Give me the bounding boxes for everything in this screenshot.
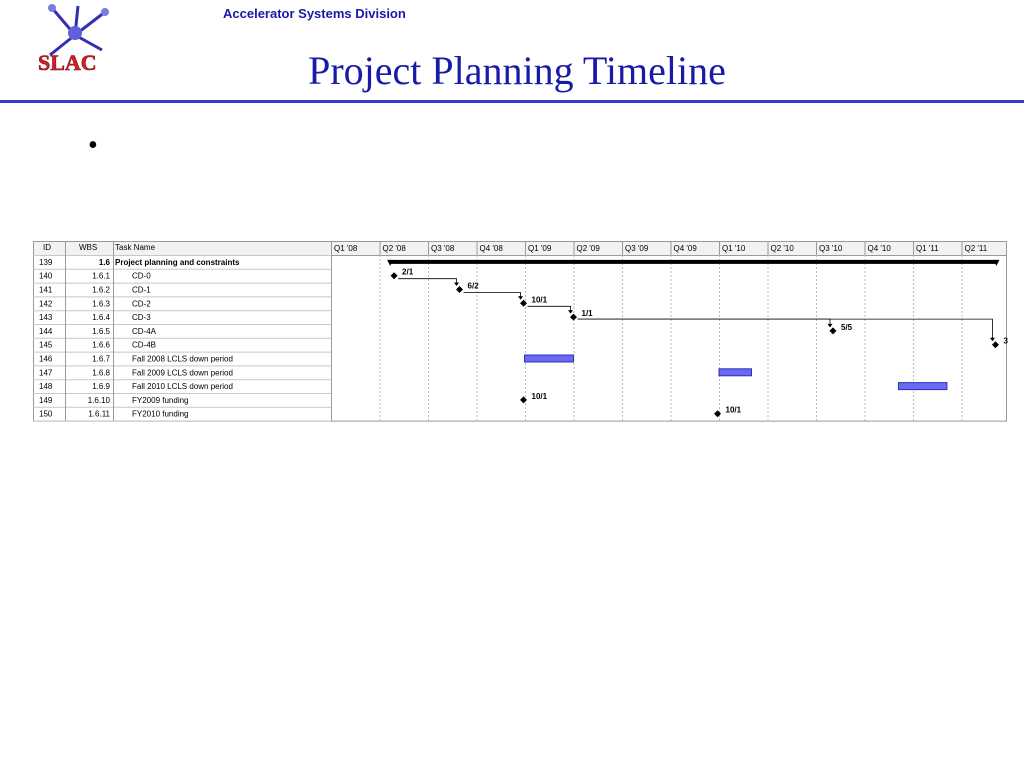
row-wbs: 1.6.2 <box>92 285 110 295</box>
row-id: 150 <box>39 409 53 419</box>
milestone-date-label: 6/2 <box>467 281 479 291</box>
row-task-name: Fall 2009 LCLS down period <box>132 368 233 378</box>
row-id: 140 <box>39 271 53 281</box>
row-id: 146 <box>39 354 53 364</box>
title-divider <box>0 100 1024 103</box>
row-task-name: CD-1 <box>132 285 151 295</box>
row-id: 144 <box>39 326 53 336</box>
column-header-wbs: WBS <box>79 243 98 252</box>
row-wbs: 1.6.4 <box>92 313 110 323</box>
division-name: Accelerator Systems Division <box>223 6 406 21</box>
summary-bar <box>390 260 996 264</box>
row-id: 149 <box>39 395 53 405</box>
row-wbs: 1.6.11 <box>88 409 110 419</box>
column-header-id: ID <box>43 243 51 252</box>
column-header-task: Task Name <box>115 243 156 252</box>
row-wbs: 1.6.9 <box>92 382 110 392</box>
milestone-date-label: 10/1 <box>531 391 548 401</box>
row-wbs: 1.6.6 <box>92 340 110 350</box>
task-bar <box>898 383 947 390</box>
task-bar <box>719 369 751 376</box>
row-id: 142 <box>39 299 53 309</box>
row-id: 139 <box>39 257 53 267</box>
slide-title-text: Project Planning Timeline <box>308 48 726 93</box>
gantt-chart <box>33 241 1007 421</box>
milestone-date-label: 10/1 <box>531 295 548 305</box>
row-id: 143 <box>39 313 53 323</box>
quarter-label: Q4 '09 <box>673 244 697 253</box>
row-task-name: FY2010 funding <box>132 409 189 419</box>
row-wbs: 1.6.3 <box>92 299 110 309</box>
bullet-point: • <box>88 130 98 161</box>
quarter-label: Q3 '08 <box>431 244 455 253</box>
row-id: 147 <box>39 368 53 378</box>
quarter-label: Q2 '09 <box>576 244 600 253</box>
quarter-label: Q4 '10 <box>867 244 891 253</box>
quarter-label: Q2 '11 <box>964 244 988 253</box>
quarter-label: Q2 '08 <box>382 244 406 253</box>
row-wbs: 1.6.7 <box>92 354 110 364</box>
quarter-label: Q1 '08 <box>334 244 358 253</box>
row-task-name: CD-4A <box>132 326 157 336</box>
row-wbs: 1.6 <box>98 257 110 267</box>
row-id: 148 <box>39 382 53 392</box>
quarter-label: Q1 '10 <box>722 244 746 253</box>
quarter-label: Q4 '08 <box>479 244 503 253</box>
milestone-date-label: 5/5 <box>840 322 853 332</box>
milestone-date-label: 2/1 <box>402 267 414 277</box>
row-task-name: Fall 2010 LCLS down period <box>132 382 233 392</box>
quarter-label: Q2 '10 <box>770 244 794 253</box>
row-wbs: 1.6.8 <box>92 368 110 378</box>
row-id: 141 <box>39 285 53 295</box>
gantt-frame <box>34 242 1007 422</box>
quarter-label: Q1 '11 <box>916 244 939 253</box>
logo-text: SLAC <box>38 50 97 75</box>
quarter-label: Q3 '10 <box>819 244 843 253</box>
row-task-name: Project planning and constraints <box>115 257 240 267</box>
row-wbs: 1.6.5 <box>92 326 110 336</box>
row-id: 145 <box>39 340 53 350</box>
quarter-label: Q3 '09 <box>625 244 649 253</box>
task-bar <box>525 355 574 362</box>
milestone-date-label: 1/1 <box>581 309 593 319</box>
row-task-name: CD-3 <box>132 313 151 323</box>
row-task-name: FY2009 funding <box>132 395 189 405</box>
slide-title <box>0 47 1024 94</box>
row-wbs: 1.6.1 <box>92 271 110 281</box>
milestone-date-label: 10/1 <box>725 405 742 415</box>
row-wbs: 1.6.10 <box>87 395 110 405</box>
quarter-label: Q1 '09 <box>528 244 552 253</box>
row-task-name: Fall 2008 LCLS down period <box>132 354 233 364</box>
gantt-header-band <box>34 242 1007 256</box>
row-task-name: CD-2 <box>132 299 151 309</box>
row-task-name: CD-4B <box>132 340 157 350</box>
row-task-name: CD-0 <box>132 271 151 281</box>
milestone-date-label: 3 <box>1003 336 1008 346</box>
